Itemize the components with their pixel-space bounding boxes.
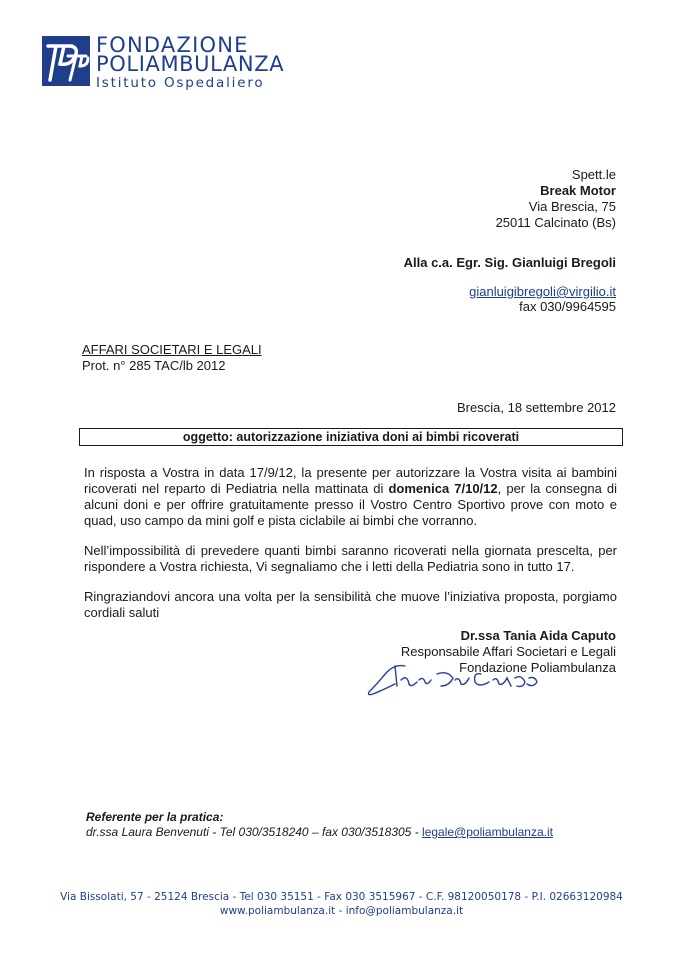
letter-date: Brescia, 18 settembre 2012 [457,400,616,415]
attention-line: Alla c.a. Egr. Sig. Gianluigi Bregoli [403,255,616,270]
signatory-org: Fondazione Poliambulanza [459,660,616,675]
body-p1-start: In risposta a Vostra in data 17/9/12, la presente per autorizzare la Vostra visita ai bambini ricoverati nel reparto di Pediatria nella mattinata di [84,465,617,496]
body-p1-end: , per la consegna di alcuni doni e per offrire gratuitamente presso il Vostro Centro Sportivo prove con moto e quad, uso campo da mini golf e pista ciclabile ai bimbi che vorranno. [84,481,618,528]
recipient-email-link[interactable]: gianluigibregoli@virgilio.it [469,284,616,299]
contact-person-phone-fax: dr.ssa Laura Benvenuti - Tel 030/3518240 – fax 030/3518305 - [86,825,423,839]
recipient-city: 25011 Calcinato (Bs) [495,215,616,230]
department-name: AFFARI SOCIETARI E LEGALI [82,342,262,357]
signatory-name: Dr.ssa Tania Aida Caputo [460,628,616,643]
body-paragraph-2: Nell’impossibilità di prevedere quanti bimbi saranno ricoverati nella giornata prescelta, per rispondere a Vostra richiesta, Vi segnaliamo che i letti della Pediatria sono in tutto 17. [84,543,617,574]
contact-person-details [86,825,553,840]
body-paragraph-1 [84,465,617,529]
recipient-street: Via Brescia, 75 [528,199,616,214]
organization-logo [42,33,285,92]
organization-name [96,33,285,92]
letter-body [84,465,617,635]
body-p1-date: domenica 7/10/12 [388,481,498,496]
contact-person-block [86,810,553,840]
recipient-company: Break Motor [540,183,616,198]
org-name-line-1: FONDAZIONE [96,33,249,57]
department-block [82,342,262,374]
page-footer [0,890,683,918]
org-name-line-2: POLIAMBULANZA [96,52,285,76]
handwritten-signature [365,660,545,700]
recipient-contact [469,284,616,314]
contact-person-title: Referente per la pratica: [86,810,224,824]
subject-box: oggetto: autorizzazione iniziativa doni ai bimbi ricoverati [79,428,623,446]
fondazione-poliambulanza-logo-icon [42,36,90,86]
signatory-role: Responsabile Affari Societari e Legali [400,644,616,659]
org-subtitle: Istituto Ospedaliero [96,75,265,91]
recipient-salutation: Spett.le [571,167,616,182]
recipient-fax: fax 030/9964595 [519,299,616,314]
footer-address: Via Bissolati, 57 - 25124 Brescia - Tel 030 35151 - Fax 030 3515967 - C.F. 98120050178 - P.I. 02663120984 [60,891,623,903]
body-paragraph-3: Ringraziandovi ancora una volta per la sensibilità che muove l’iniziativa proposta, porgiamo cordiali saluti [84,589,617,620]
recipient-address [496,167,616,231]
footer-web: www.poliambulanza.it - info@poliambulanza.it [219,905,464,917]
protocol-number: Prot. n° 285 TAC/lb 2012 [82,358,226,373]
legal-email-link[interactable]: legale@poliambulanza.it [422,825,553,839]
